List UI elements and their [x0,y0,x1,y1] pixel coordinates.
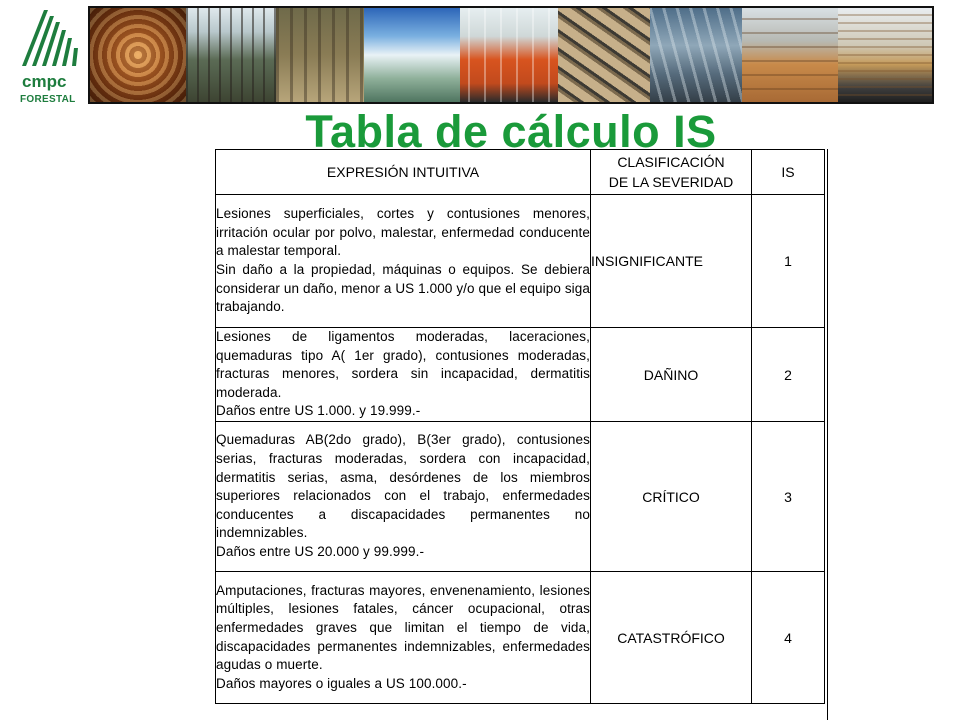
table-row [216,422,825,572]
workers-photo [460,8,558,102]
severity-table [215,149,825,704]
table-row [216,572,825,704]
row-is-value: 3 [752,422,825,572]
deer-forest-photo [276,8,364,102]
logo-brand: cmpc [22,72,67,91]
row-description [216,195,591,328]
logs-photo [558,8,650,102]
header-is: IS [752,150,825,195]
row-damage-text: Daños entre US 1.000. y 19.999.- [216,403,421,419]
table-header-row [216,150,825,195]
table-right-edge [827,149,828,720]
photo-banner [88,6,934,104]
tree-logo-icon [18,8,84,70]
row-description [216,422,591,572]
row-description-text: Lesiones de ligamentos moderadas, laceraciones, quemaduras tipo A( 1er grado), contusiones moderadas, fracturas menores, sordera sin incapacidad, dermatitis moderada. [216,329,590,400]
row-damage-text: Sin daño a la propiedad, máquinas o equipos. Se debiera considerar un daño, menor a US 1.000 y/o que el equipo siga trabajando. [216,262,590,315]
table-row [216,195,825,328]
row-is-value: 4 [752,572,825,704]
row-classification: CRÍTICO [591,422,752,572]
row-description-text: Quemaduras AB(2do grado), B(3er grado), contusiones serias, fracturas moderadas, sordera con incapacidad, dermatitis serias, asma, desórdenes de los miembros superiores relacionados con el trabajo, enfermedades conducentes a discapacidades permanentes no indemnizables. [216,432,590,541]
header-expression: EXPRESIÓN INTUITIVA [216,150,591,195]
pine-cone-photo [90,8,186,102]
row-description-text: Lesiones superficiales, cortes y contusiones menores, irritación ocular por polvo, malestar, enfermedad conducente a malestar temporal. [216,206,590,259]
row-description [216,328,591,422]
forest-road-photo [186,8,276,102]
row-damage-text: Daños mayores o iguales a US 100.000.- [216,675,467,691]
row-is-value: 1 [752,195,825,328]
row-description [216,572,591,704]
seedlings-photo [364,8,460,102]
cmpc-forestal-logo [18,8,86,108]
header-classification-line2: DE LA SEVERIDAD [608,174,734,190]
row-damage-text: Daños entre US 20.000 y 99.999.- [216,543,425,559]
lumber-yard-photo [742,8,838,102]
logo-subtitle: FORESTAL [20,94,76,105]
row-classification: CATASTRÓFICO [591,572,752,704]
row-is-value: 2 [752,328,825,422]
page-title-text: Tabla de cálculo IS [305,106,717,157]
row-classification: DAÑINO [591,328,752,422]
forklift-photo [838,8,932,102]
table-row [216,328,825,422]
row-description-text: Amputaciones, fracturas mayores, envenenamiento, lesiones múltiples, lesiones fatales, cáncer ocupacional, otras enfermedades graves que limitan el tiempo de vida, discapacidades permanentes indemnizables, enfermedades agudas o muerte. [216,582,590,673]
row-classification: INSIGNIFICANTE [591,195,752,328]
sawmill-photo [650,8,742,102]
header-classification [591,150,752,195]
header-classification-line1: CLASIFICACIÓN [617,154,725,170]
